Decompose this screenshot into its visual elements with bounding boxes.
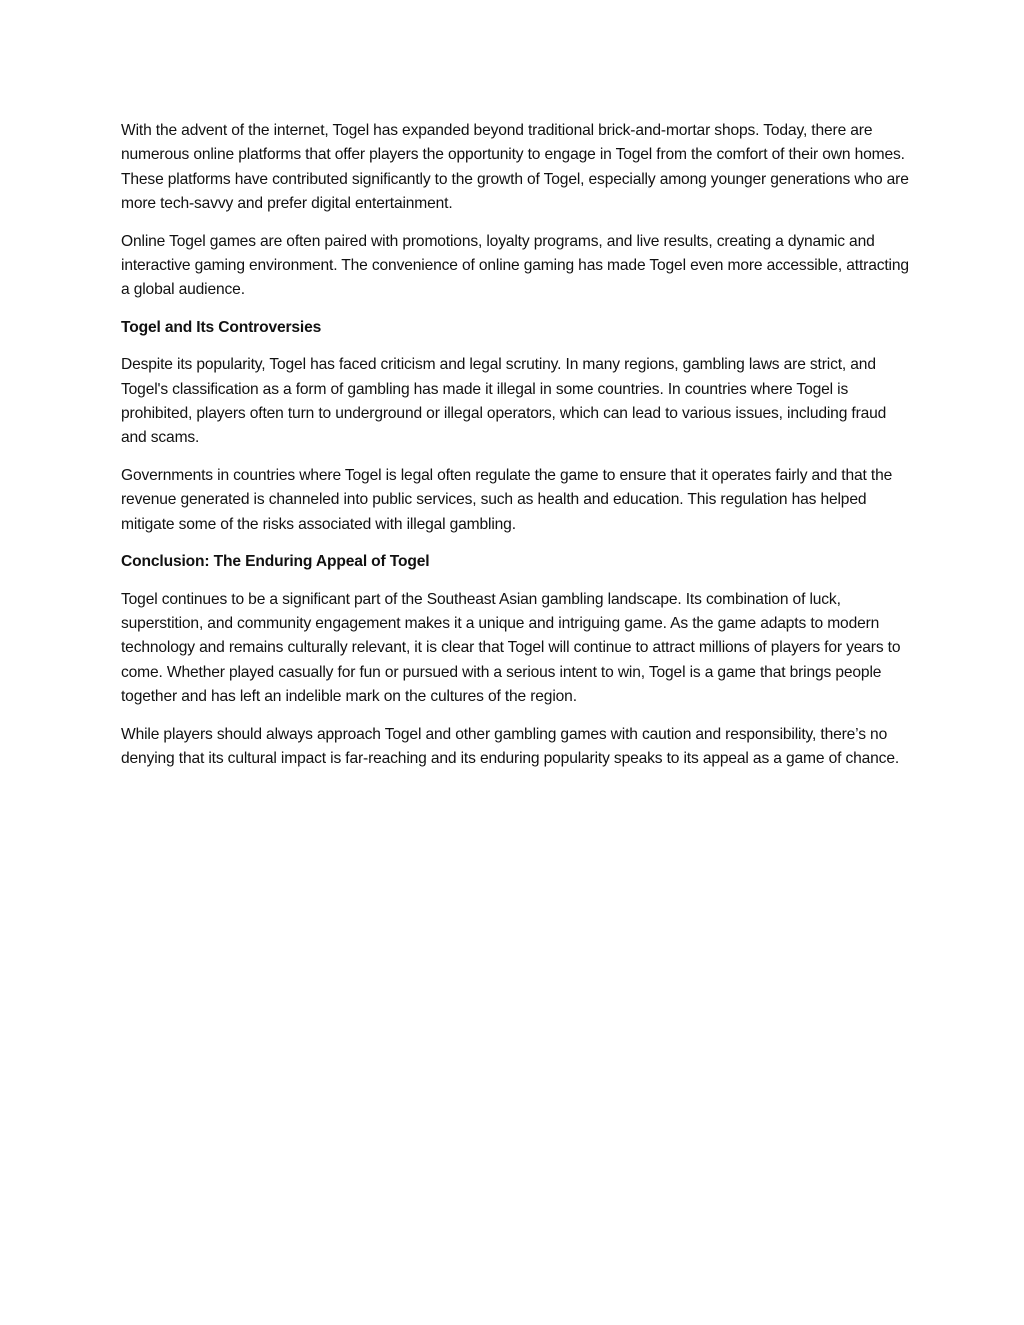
paragraph-online-platforms: With the advent of the internet, Togel has expanded beyond traditional brick-and-mortar shops. Today, there are numerous online platforms that offer players the opportunity to engage in Togel from the comfort of their own homes. These platforms have contributed significantly to the growth of Togel, especially among younger generations who are more tech-savvy and prefer digital entertainment.: [121, 122, 909, 213]
paragraph-regulation: Governments in countries where Togel is legal often regulate the game to ensure that it operates fairly and that the revenue generated is channeled into public services, such as health and education. This regulation has helped mitigate some of the risks associated with illegal gambling.: [121, 466, 893, 533]
paragraph-conclusion: Togel continues to be a significant part of the Southeast Asian gambling landscape. Its combination of luck, superstition, and community engagement makes it a unique and intriguing game. As the game adapts to modern technology and remains culturally relevant, it is clear that Togel will continue to attract millions of players for years to come. Whether played casually for fun or pursued with a serious intent to win, Togel is a game that brings people together and has left an indelible mark on the cultures of the region.: [121, 590, 901, 706]
paragraph-criticism: Despite its popularity, Togel has faced criticism and legal scrutiny. In many regions, gambling laws are strict, and Togel's classification as a form of gambling has made it illegal in some countries. In countries where Togel is prohibited, players often turn to underground or illegal operators, which can lead to various issues, including fraud and scams.: [121, 356, 887, 447]
document-page: [121, 119, 911, 784]
section-heading-conclusion: Conclusion: The Enduring Appeal of Togel: [121, 553, 430, 571]
paragraph-online-games: Online Togel games are often paired with promotions, loyalty programs, and live results, creating a dynamic and interactive gaming environment. The convenience of online gaming has made Togel even more accessible, attracting a global audience.: [121, 232, 909, 299]
section-heading-controversies: Togel and Its Controversies: [121, 318, 322, 336]
paragraph-closing: While players should always approach Togel and other gambling games with caution and responsibility, there’s no denying that its cultural impact is far-reaching and its enduring popularity speaks to its appeal as a game of chance.: [121, 725, 900, 767]
